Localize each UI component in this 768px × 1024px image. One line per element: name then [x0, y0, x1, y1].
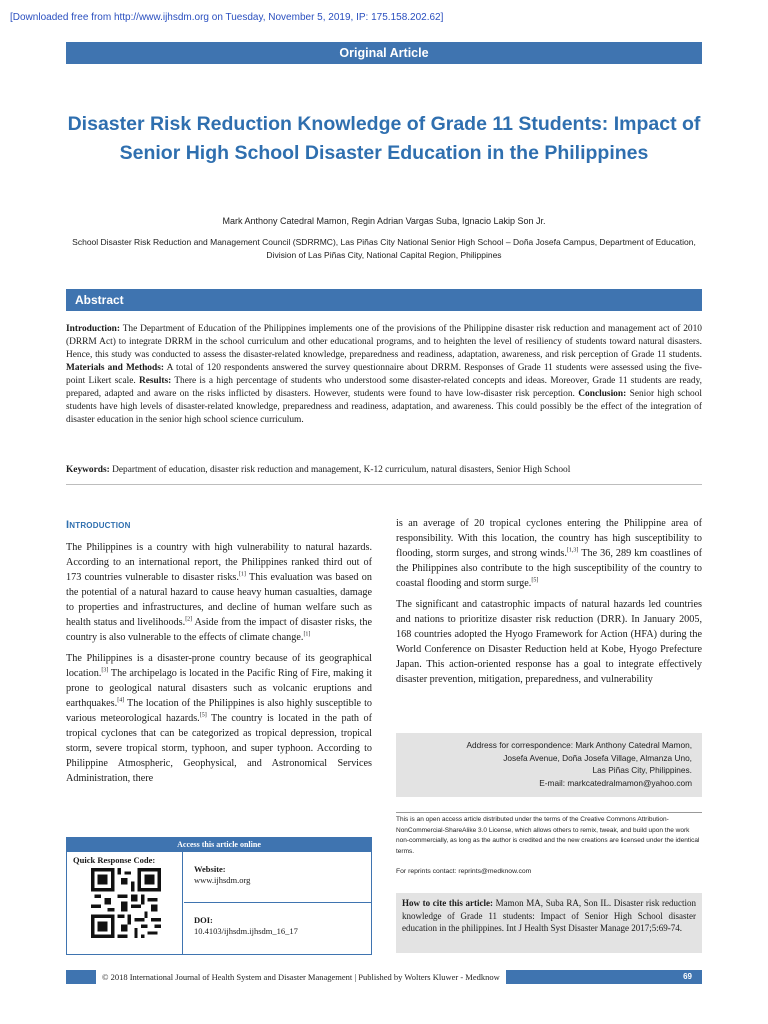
text-run: is an average of 20 tropical cyclones entering the Philippine area of responsibility. With this location, the country has high susceptibility to flooding, storm surges, and strong winds. — [396, 518, 702, 559]
download-note: [Downloaded free from http://www.ijhsdm.org on Tuesday, November 5, 2019, IP: 175.158.202.62] — [10, 12, 444, 23]
text-run: The archipelago is located in the Pacific Ring of Fire, making it prone to geological natural disasters such as volcanic eruptions and earthquakes. — [66, 668, 372, 709]
citation-ref[interactable]: [2] — [185, 616, 193, 623]
correspondence-email[interactable]: E-mail: markcatedralmamon@yahoo.com — [539, 777, 692, 788]
paragraph: The significant and catastrophic impacts of natural hazards led countries and nations to prioritize disaster risk reduction (DRR). In January 2005, 168 countries adopted the Hyogo Framework for Action (HFA) during the World Conference on Disaster Reduction held at Kobe, Hyogo Prefecture Japan. This action-oriented response has a goal to integrate effectively disaster prevention, mitigation, preparedness, and vulnerability — [396, 599, 702, 685]
correspondence-box — [396, 733, 702, 797]
citation-ref[interactable]: [5] — [199, 712, 207, 719]
divider — [396, 812, 702, 813]
abstract-body — [66, 323, 702, 427]
text-run: This evaluation was based on the potential of a natural hazard to cause heavy human casualties, damage to properties and infrastructures, and decline of human welfare such as health status and livelihoods. — [66, 572, 372, 628]
affiliation: School Disaster Risk Reduction and Management Council (SDRRMC), Las Piñas City National Senior High School – Doña Josefa Campus, Department of Education, Division of Las Piñas City, National Capital Region, Philippines — [72, 237, 696, 260]
website-cell — [184, 852, 371, 903]
text-run: The location of the Philippines is also highly susceptible to various meteorological hazards. — [66, 698, 372, 724]
footer-text: © 2018 International Journal of Health System and Disaster Management | Published by Wolters Kluwer - Medknow — [96, 970, 506, 984]
keywords-text: Department of education, disaster risk reduction and management, K-12 curriculum, natural disasters, Senior High School — [112, 465, 571, 475]
text-run: The country is located in the path of tropical cyclones that can be categorized as tropical depression, tropical storm, severe tropical storm, typhoon, and super typhoon. According to Philippine Atmospheric, Geophysical, and Astronomical Services Administration, there — [66, 713, 372, 784]
citation-ref[interactable]: [3] — [101, 667, 109, 674]
abstract-conclusion-label: Conclusion: — [578, 389, 627, 399]
citation-ref[interactable]: [1,3] — [566, 547, 579, 554]
access-online-box — [66, 837, 372, 955]
divider — [66, 484, 702, 485]
text-run: The 36, 289 km coastlines of the Philippines also contribute to the high susceptibility of the country to coastal flooding and storm surge. — [396, 548, 702, 589]
cite-label: How to cite this article: — [402, 898, 494, 908]
cite-text: Mamon MA, Suba RA, Son IL. Disaster risk reduction knowledge of Grade 11 students: Impact of Senior High School disaster education in the philippines. Int J Health Syst Disaster Manage 2017;5:69-74. — [402, 898, 697, 933]
doi-cell — [184, 903, 371, 954]
access-details — [184, 852, 371, 955]
abstract-heading: Abstract — [66, 289, 702, 311]
paragraph — [66, 540, 372, 645]
abstract-conclusion-text: Senior high school students have high levels of disaster-related knowledge, preparedness and readiness, adaptation, and awareness. This could possibly be the effect of the integration of disaster education in the senior high school science curriculum. — [66, 389, 703, 425]
author-list: Mark Anthony Catedral Mamon, Regin Adrian Vargas Suba, Ignacio Lakip Son Jr. — [222, 216, 546, 226]
left-column — [66, 540, 372, 792]
website-link[interactable]: www.ijhsdm.org — [194, 875, 251, 885]
access-heading: Access this article online — [67, 838, 371, 852]
keywords-label: Keywords: — [66, 465, 110, 475]
article-type-banner: Original Article — [66, 42, 702, 64]
abstract-results-label: Results: — [138, 376, 172, 386]
doi-link[interactable]: 10.4103/ijhsdm.ijhsdm_16_17 — [194, 926, 298, 936]
correspondence-line: Josefa Avenue, Doña Josefa Village, Almanza Uno, — [503, 752, 692, 763]
qr-panel — [67, 852, 183, 955]
qr-label: Quick Response Code: — [73, 855, 156, 865]
text-run: The Philippines is a country with high vulnerability to natural hazards. According to an international report, the Philippines ranked third out of 173 countries vulnerable to disaster risks. — [66, 542, 372, 583]
section-heading-introduction: Introduction — [66, 519, 131, 531]
abstract-results-text: There is a high percentage of students who understood some disaster-related concepts and ideas. Moreover, Grade 11 students are ready, prepared, adapted and aware on the risks inflicted by disasters. However, students were found to have low-disaster risk perception. — [66, 376, 702, 399]
citation-ref[interactable]: [1] — [238, 571, 246, 578]
abstract-methods-label: Materials and Methods: — [66, 363, 164, 373]
correspondence-line: Address for correspondence: Mark Anthony Catedral Mamon, — [466, 740, 692, 750]
paper-title: Disaster Risk Reduction Knowledge of Grade 11 Students: Impact of Senior High School Disaster Education in the Philippines — [67, 113, 701, 164]
keywords — [66, 464, 702, 477]
text-run: The Philippines is a disaster-prone country because of its geographical location. — [66, 653, 372, 679]
abstract-intro-text: The Department of Education of the Philippines implements one of the provisions of the Philippine disaster risk reduction and management act of 2010 (DRRM Act) to integrate DRRM in the school curriculum and other educational programs, and to heighten the level of resiliency of students toward natural disasters. Hence, this study was conducted to assess the disaster-related knowledge, preparedness and readiness, adaptation, awareness, and risk perception of Grade 11 students. — [66, 324, 702, 360]
doi-label: DOI: — [194, 915, 213, 925]
correspondence-line: Las Piñas City, Philippines. — [592, 765, 692, 775]
text-run: Aside from the impact of disaster risks, the country is also vulnerable to the effects of climate change. — [66, 617, 372, 643]
open-access-notice: This is an open access article distributed under the terms of the Creative Commons Attribution-NonCommercial-ShareAlike 3.0 License, which allows others to remix, tweak, and build upon the work non-commercially, as long as the author is credited and the new creations are licensed under the identical terms. — [396, 816, 700, 855]
website-label: Website: — [194, 864, 226, 874]
citation-ref[interactable]: [4] — [117, 697, 125, 704]
page-number: 69 — [683, 972, 692, 981]
paragraph — [66, 651, 372, 786]
reprints-contact[interactable]: For reprints contact: reprints@medknow.com — [396, 868, 532, 875]
footer-bar — [66, 970, 702, 984]
citation-ref[interactable]: [5] — [531, 577, 539, 584]
right-column — [396, 516, 702, 693]
qr-code-icon[interactable] — [91, 868, 161, 938]
paragraph — [396, 516, 702, 591]
abstract-methods-text: A total of 120 respondents answered the survey questionnaire about DRRM. Responses of Grade 11 students were assessed using the five-point Likert scale. — [66, 363, 702, 386]
abstract-intro-label: Introduction: — [66, 324, 121, 334]
citation-ref[interactable]: [1] — [303, 631, 311, 638]
citation-box — [396, 893, 702, 953]
